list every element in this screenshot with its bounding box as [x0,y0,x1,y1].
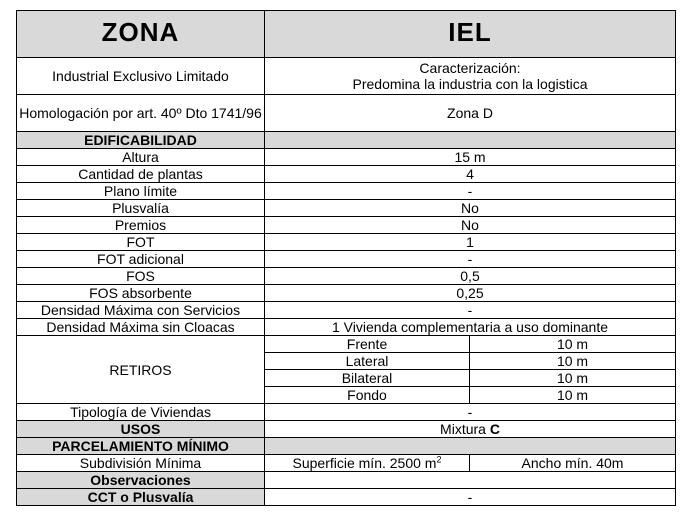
section-row [17,489,676,506]
characterization-text: Predomina la industria con la logistica [352,76,588,92]
densidad-servicios-label: Densidad Máxima con Servicios [17,302,265,319]
fot-value: 1 [265,234,676,251]
table-row [17,234,676,251]
premios-value: No [265,217,676,234]
edificabilidad-value [265,132,676,149]
densidad-servicios-value: - [265,302,676,319]
plusvalia-label: Plusvalía [17,200,265,217]
header-iel-cell [265,11,676,58]
plantas-label: Cantidad de plantas [17,166,265,183]
characterization-cell [265,58,676,95]
fos-label: FOS [17,268,265,285]
characterization-title: Caracterización: [419,60,521,76]
plusvalia-value: No [265,200,676,217]
fos-absorbente-value: 0,25 [265,285,676,302]
usos-value-prefix: Mixtura [440,421,490,437]
retiros-label: RETIROS [17,336,265,404]
header-row [17,11,676,58]
table-row [17,455,676,472]
header-iel: IEL [448,17,492,47]
section-row [17,132,676,149]
zoning-table [16,10,676,506]
table-row [17,183,676,200]
table-row [17,149,676,166]
tipologia-label: Tipología de Viviendas [17,404,265,421]
subdivision-superficie [265,455,470,472]
retiro-name: Bilateral [265,370,470,387]
retiro-name: Frente [265,336,470,353]
table-row [17,166,676,183]
observaciones-value [265,472,676,489]
densidad-cloacas-label: Densidad Máxima sin Cloacas [17,319,265,336]
usos-label: USOS [17,421,265,438]
fot-adicional-value: - [265,251,676,268]
edificabilidad-label: EDIFICABILIDAD [17,132,265,149]
premios-label: Premios [17,217,265,234]
altura-value: 15 m [265,149,676,166]
section-row [17,472,676,489]
superficie-sup: 2 [436,454,442,465]
table-row [17,285,676,302]
altura-label: Altura [17,149,265,166]
parcelamiento-value [265,438,676,455]
section-row [17,421,676,438]
usos-value [265,421,676,438]
plantas-value: 4 [265,166,676,183]
plano-label: Plano límite [17,183,265,200]
subdivision-ancho: Ancho mín. 40m [470,455,676,472]
fot-label: FOT [17,234,265,251]
table-row [17,251,676,268]
header-zona-cell [17,11,265,58]
table-row [17,58,676,95]
fos-value: 0,5 [265,268,676,285]
cct-label: CCT o Plusvalía [17,489,265,506]
table-row [17,217,676,234]
plano-value: - [265,183,676,200]
retiro-value: 10 m [470,353,676,370]
retiros-row [17,336,676,353]
fot-adicional-label: FOT adicional [17,251,265,268]
fos-absorbente-label: FOS absorbente [17,285,265,302]
densidad-cloacas-value: 1 Vivienda complementaria a uso dominante [265,319,676,336]
retiro-name: Fondo [265,387,470,404]
subdivision-label: Subdivisión Mínima [17,455,265,472]
header-zona: ZONA [101,17,180,47]
retiro-value: 10 m [470,370,676,387]
tipologia-value: - [265,404,676,421]
table-row [17,404,676,421]
table-row [17,319,676,336]
table-row [17,200,676,217]
section-row [17,438,676,455]
homologacion-value: Zona D [265,95,676,132]
table-row [17,268,676,285]
usos-value-bold: C [489,421,500,437]
cct-value: - [265,489,676,506]
table-row [17,302,676,319]
parcelamiento-label: PARCELAMIENTO MÍNIMO [17,438,265,455]
retiro-value: 10 m [470,387,676,404]
table-row [17,95,676,132]
zone-name-label: Industrial Exclusivo Limitado [17,58,265,95]
retiro-value: 10 m [470,336,676,353]
superficie-text: Superficie mín. 2500 m [292,455,437,471]
homologacion-label: Homologación por art. 40º Dto 1741/96 [17,95,265,132]
retiro-name: Lateral [265,353,470,370]
observaciones-label: Observaciones [17,472,265,489]
